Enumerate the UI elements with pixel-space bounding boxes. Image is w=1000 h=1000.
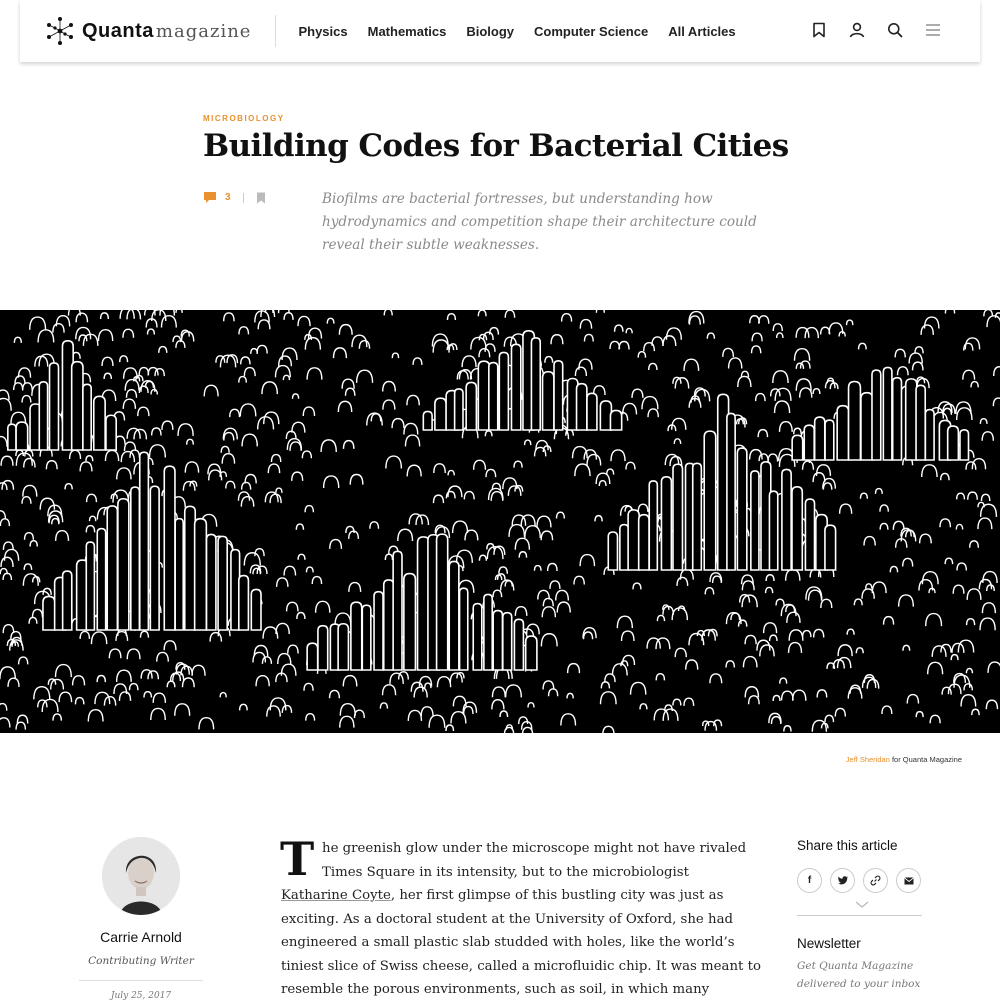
share-buttons [797,868,929,893]
newsletter-text: Get Quanta Magazine delivered to your inbox [797,960,921,990]
header-divider [275,15,276,47]
nav-biology[interactable]: Biology [466,23,515,39]
image-credit [846,755,962,764]
body-line: he greenish glow under the microscope might not have rivaled [322,841,747,856]
credit-suffix: for Quanta Magazine [891,755,962,764]
user-icon[interactable] [846,19,868,41]
body-line-rest: , her first glimpse of this bustling city was just as [390,888,724,903]
logo-word: Quanta [82,19,154,42]
biofilm-illustration [0,310,1000,733]
logo[interactable] [44,0,251,62]
author-photo [102,837,180,915]
drop-cap: T [280,832,315,886]
author-avatar[interactable] [102,837,180,915]
publish-date: July 25, 2017 [110,991,172,1000]
chevron-down-icon[interactable] [855,901,869,909]
article-title: Building Codes for Bacterial Cities [203,128,789,164]
facebook-share-button[interactable] [797,868,822,893]
link-icon [870,875,881,886]
article-body [280,832,761,1000]
nav-all-articles[interactable]: All Articles [668,23,736,39]
nav-physics[interactable]: Physics [298,23,348,39]
article-meta [203,191,266,204]
body-line: exciting. As a doctoral student at the University of Oxford, she had [281,911,734,927]
author-link-katharine-coyte[interactable]: Katharine Coyte [281,888,391,903]
menu-icon[interactable] [922,19,944,41]
copy-link-button[interactable] [863,868,888,893]
comment-count[interactable]: 3 [225,192,231,203]
email-icon [904,877,914,885]
body-line: Times Square in its intensity, but to the microbiologist [322,864,689,880]
author-name[interactable]: Carrie Arnold [100,929,182,945]
bookmark-icon[interactable] [808,19,830,41]
facebook-icon: f [807,875,812,886]
nav-mathematics[interactable]: Mathematics [367,23,447,39]
twitter-icon [838,876,848,885]
article-dek: Biofilms are bacterial fortresses, but understanding how hydrodynamics and competition shape their architecture could reveal their subtle weaknesses. [322,191,757,253]
site-header [20,0,980,62]
author-role: Contributing Writer [88,955,194,967]
body-line [281,884,724,908]
hero-illustration [0,310,1000,733]
body-line: resemble the porous environments, such as soil, in which many [281,982,710,997]
main-nav [298,24,755,39]
email-share-button[interactable] [896,868,921,893]
search-icon[interactable] [884,19,906,41]
twitter-share-button[interactable] [830,868,855,893]
header-actions [792,19,944,41]
comment-icon[interactable] [203,191,217,204]
nav-computer-science[interactable]: Computer Science [534,23,649,39]
credit-artist[interactable]: Jeff Sheridan [845,755,890,764]
sidebar-divider [797,915,922,916]
body-line: tiniest slice of Swiss cheese, called a microfluidic chip. It was meant to [281,958,761,974]
biofilm-texture [0,310,1000,733]
newsletter-title: Newsletter [797,936,861,951]
body-line: engineered a small plastic slab studded with holes, like the world’s [281,935,735,950]
article-kicker[interactable]: MICROBIOLOGY [203,114,285,123]
quanta-logo-mark-icon [44,15,76,47]
share-title: Share this article [797,838,898,853]
author-divider [79,980,203,981]
save-article-icon[interactable] [256,192,266,204]
meta-separator [243,193,244,203]
logo-suffix: magazine [155,20,252,42]
